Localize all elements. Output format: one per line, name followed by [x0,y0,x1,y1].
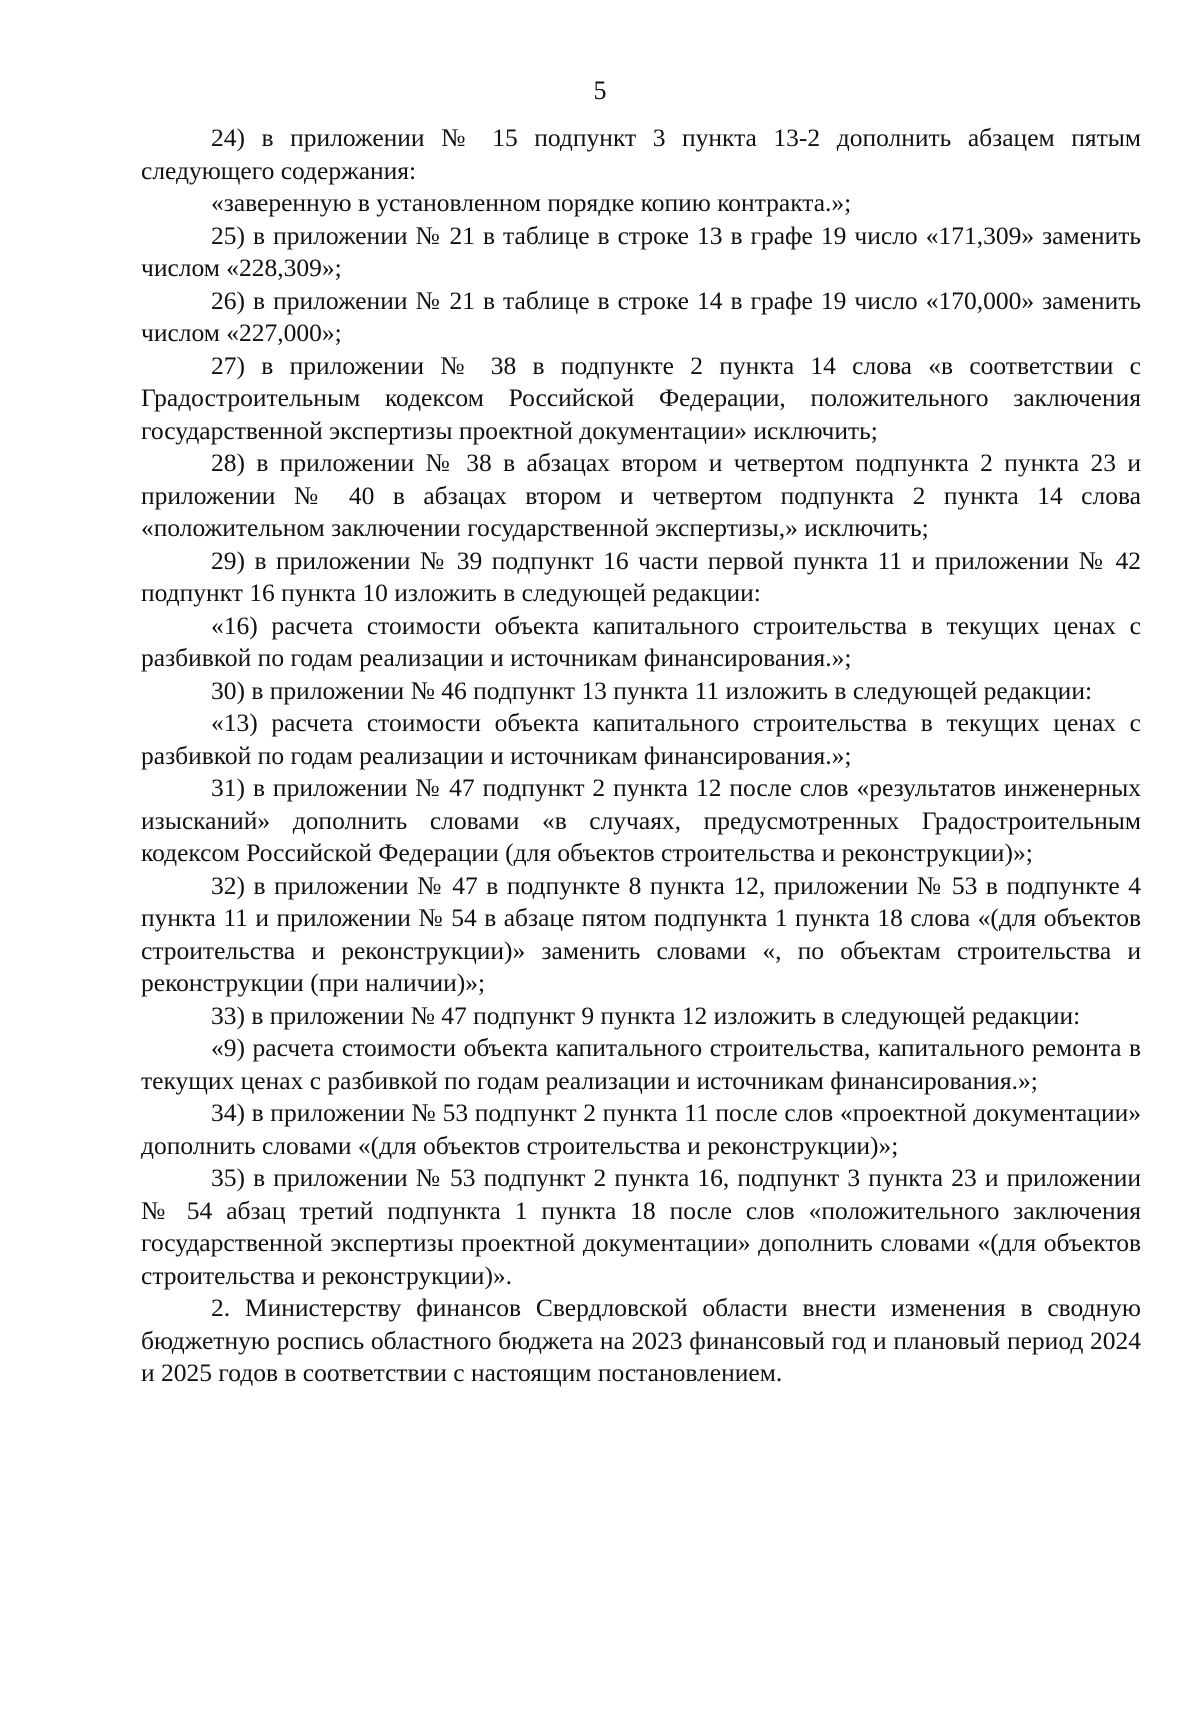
quoted-subitem-9: «9) расчета стоимости объекта капитального строительства, капитального ремонта в текущих ценах с разбивкой по годам реализации и источникам финансирования.»; [141,1033,1141,1095]
paragraph-item-24: 24) в приложении № 15 подпункт 3 пункта 13-2 дополнить абзацем пятым следующего содержания: [141,123,1141,185]
quoted-insertion-text: «заверенную в установленном порядке копию контракта.»; [211,188,852,217]
paragraph-item-34: 34) в приложении № 53 подпункт 2 пункта 11 после слов «проектной документации» дополнить словами «(для объектов строительства и реконструкции)»; [141,1098,1141,1160]
paragraph-item-28: 28) в приложении № 38 в абзацах втором и четвертом подпункта 2 пункта 23 и приложении № 40 в абзацах втором и четвертом подпункта 2 пункта 14 слова «положительном заключении государственной экспертизы,» исключить; [141,448,1141,542]
quoted-subitem-16: «16) расчета стоимости объекта капитального строительства в текущих ценах с разбивкой по годам реализации и источникам финансирования.»; [141,610,1141,672]
paragraph-item-29: 29) в приложении № 39 подпункт 16 части первой пункта 11 и приложении № 42 подпункт 16 пункта 10 изложить в следующей редакции: [141,545,1141,607]
section-2-paragraph: 2. Министерству финансов Свердловской области внести изменения в сводную бюджетную роспись областного бюджета на 2023 финансовый год и плановый период 2024 и 2025 годов в соответствии с настоящим постановлением. [141,1293,1141,1387]
paragraph-item-30: 30) в приложении № 46 подпункт 13 пункта 11 изложить в следующей редакции: [211,675,1093,705]
paragraph-item-27: 27) в приложении № 38 в подпункте 2 пункта 14 слова «в соответствии с Градостроительным кодексом Российской Федерации, положительного заключения государственной экспертизы проектной документации» исключить; [141,350,1141,445]
page-number: 5 [593,76,607,105]
paragraph-item-31: 31) в приложении № 47 подпункт 2 пункта 12 после слов «результатов инженерных изысканий» дополнить словами «в случаях, предусмотренных Градостроительным кодексом Российской Федерации (для объектов строительства и реконструкции)»; [141,773,1141,867]
paragraph-item-26: 26) в приложении № 21 в таблице в строке 14 в графе 19 число «170,000» заменить числом «227,000»; [141,285,1141,347]
paragraph-item-32: 32) в приложении № 47 в подпункте 8 пункта 12, приложении № 53 в подпункте 4 пункта 11 и приложении № 54 в абзаце пятом подпункта 1 пункта 18 слова «(для объектов строительства и реконструкции)» заменить словами «, по объектам строительства и реконструкции (при наличии)»; [141,870,1141,997]
quoted-subitem-13: «13) расчета стоимости объекта капитального строительства в текущих ценах с разбивкой по годам реализации и источникам финансирования.»; [141,708,1141,770]
paragraph-item-35: 35) в приложении № 53 подпункт 2 пункта 16, подпункт 3 пункта 23 и приложении № 54 абзац третий подпункта 1 пункта 18 после слов «положительного заключения государственной экспертизы проектной документации» дополнить словами «(для объектов строительства и реконструкции)». [141,1163,1141,1290]
document-body [141,122,1141,1390]
paragraph-item-25: 25) в приложении № 21 в таблице в строке 13 в графе 19 число «171,309» заменить числом «228,309»; [141,220,1141,282]
paragraph-item-33: 33) в приложении № 47 подпункт 9 пункта 12 изложить в следующей редакции: [211,1000,1081,1030]
